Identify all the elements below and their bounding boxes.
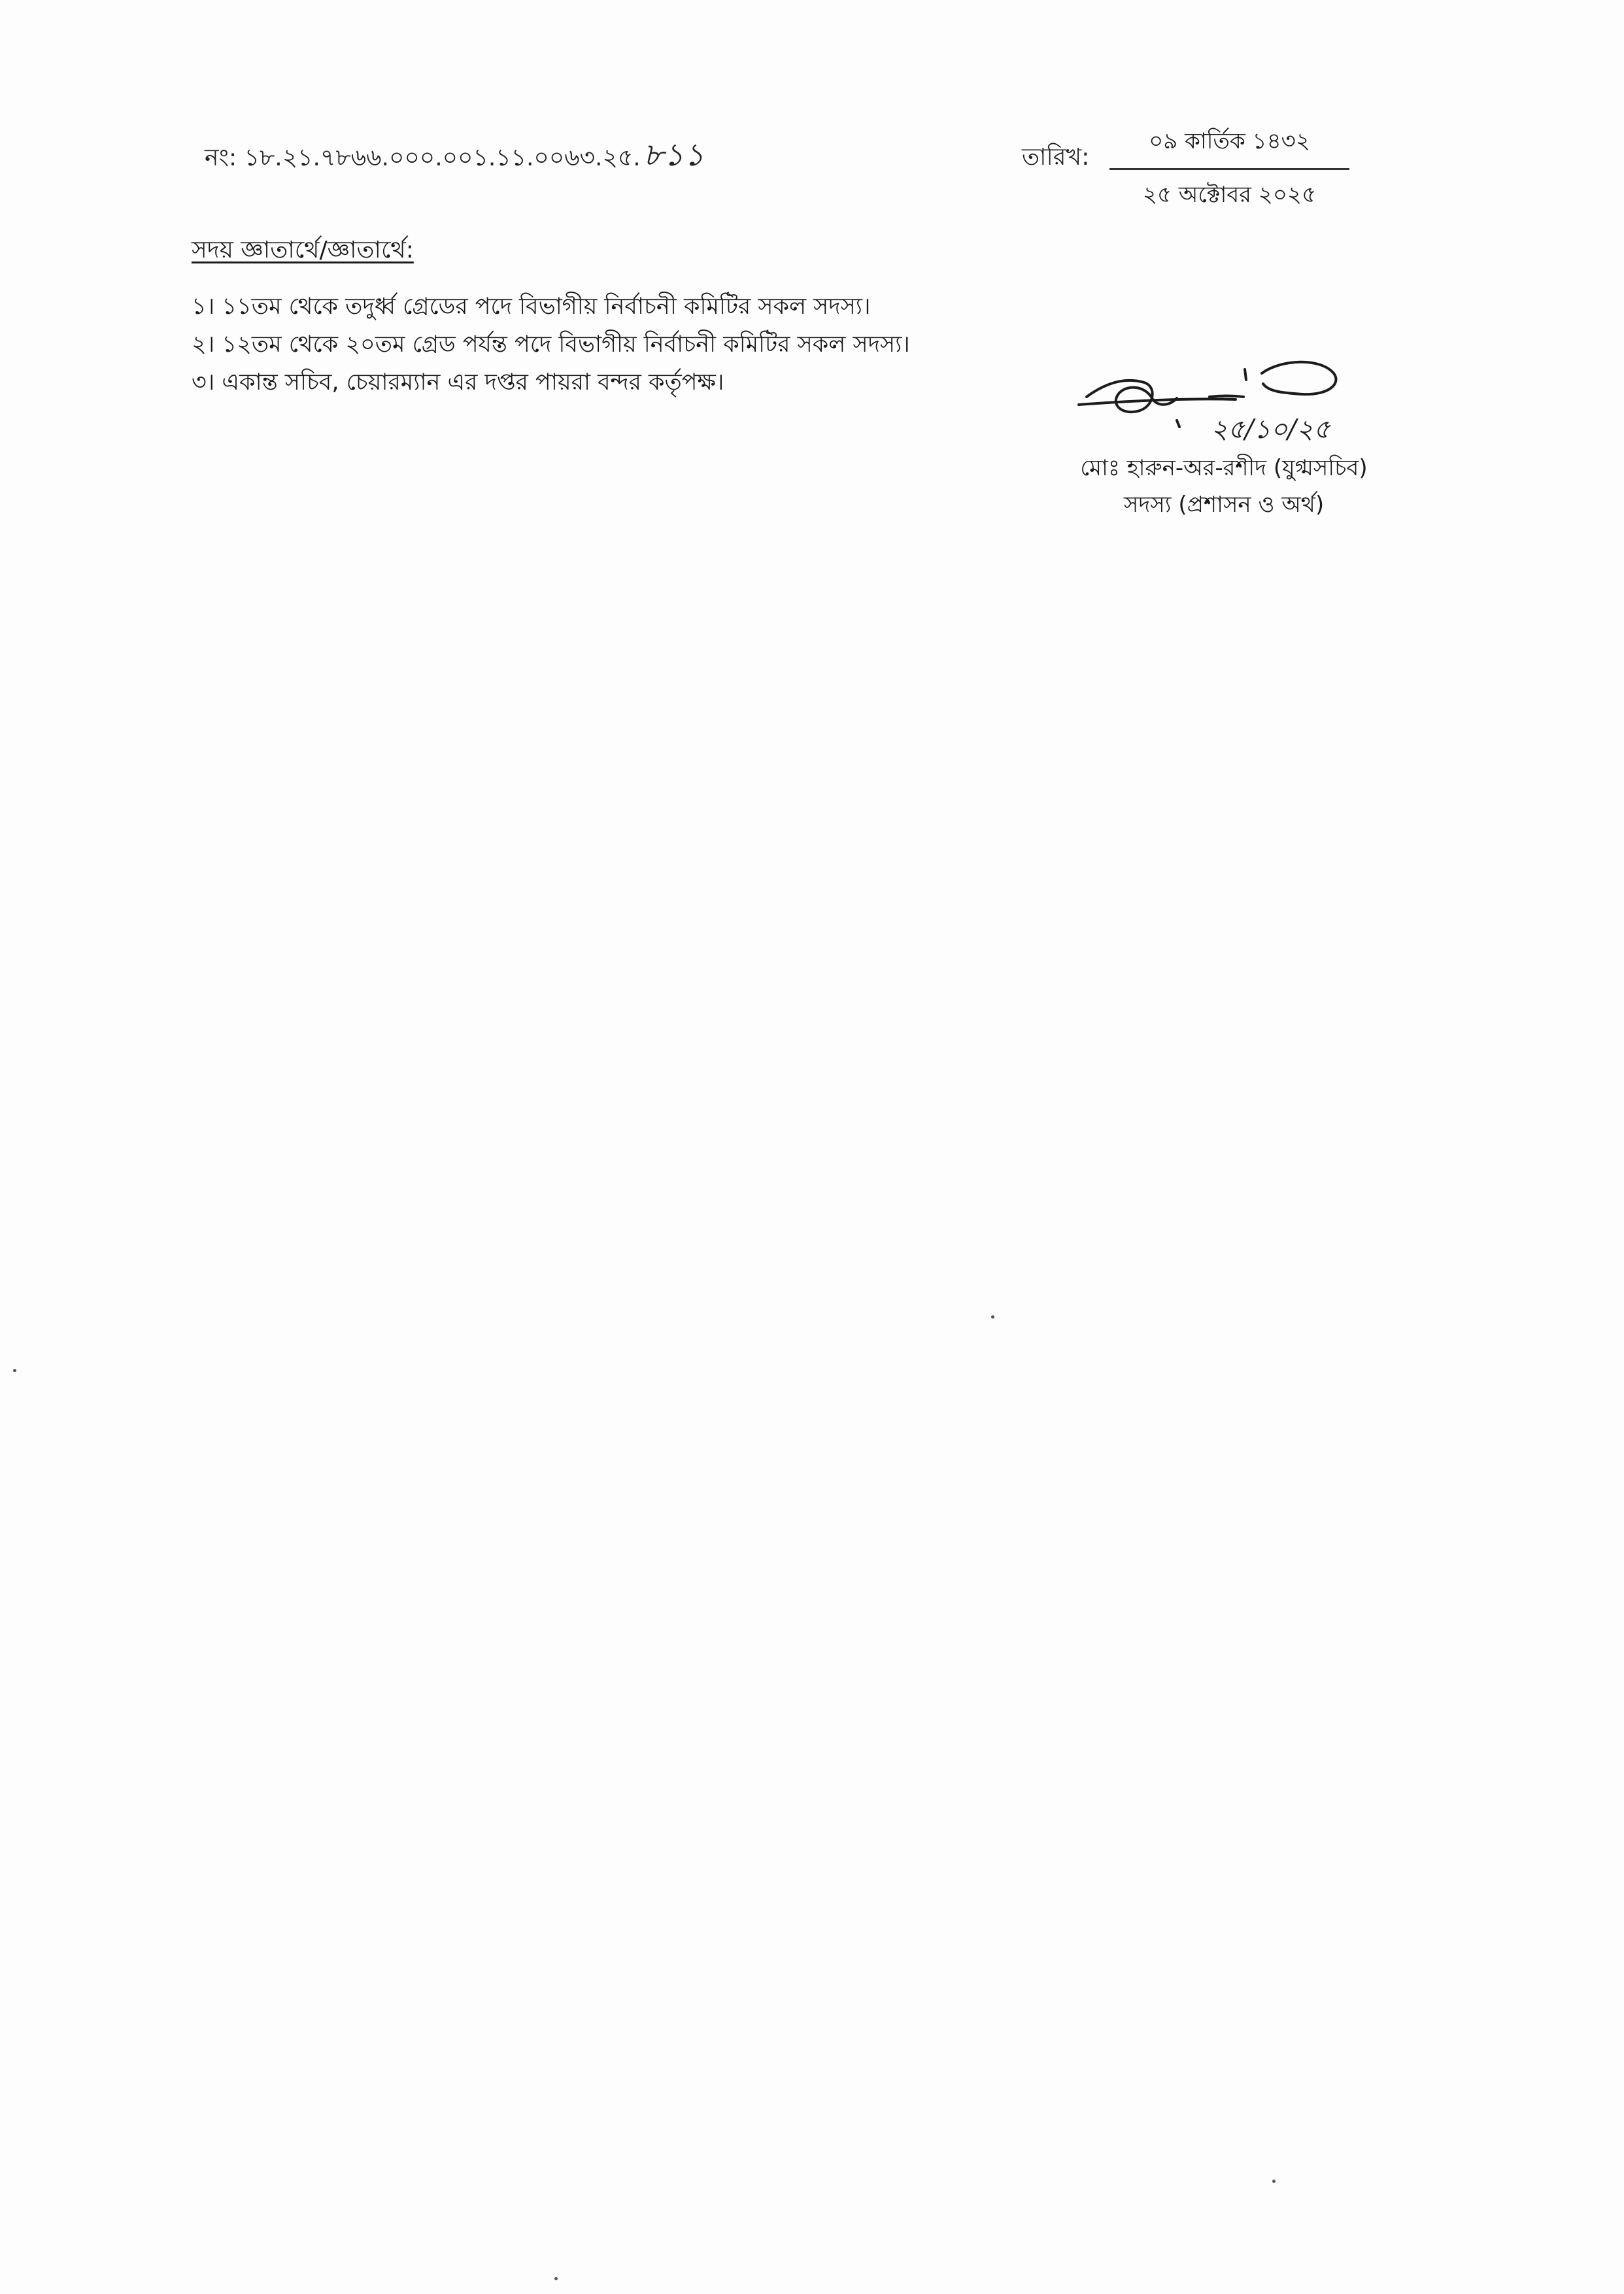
- scan-speck: [554, 2277, 558, 2280]
- recipient-item: ১। ১১তম থেকে তদুর্ধ্ব গ্রেডের পদে বিভাগীয় নির্বাচনী কমিটির সকল সদস্য।: [192, 294, 871, 320]
- date-label: তারিখ:: [1022, 144, 1090, 171]
- memo-number: [205, 131, 704, 183]
- signature-date: ২৫/১০/২৫: [1211, 414, 1330, 445]
- recipient-item: ৩। একান্ত সচিব, চেয়ারম্যান এর দপ্তর পায়রা বন্দর কর্তৃপক্ষ।: [192, 369, 724, 396]
- date-bangla: ০৯ কার্তিক ১৪৩২: [1109, 124, 1349, 170]
- recipients-heading: সদয় জ্ঞাতার্থে/জ্ঞাতার্থে:: [192, 237, 414, 263]
- signer-title: সদস্য (প্রশাসন ও অর্থ): [1123, 492, 1325, 518]
- recipient-item: ২। ১২তম থেকে ২০তম গ্রেড পর্যন্ত পদে বিভাগীয় নির্বাচনী কমিটির সকল সদস্য।: [192, 331, 910, 358]
- date-block: [1109, 124, 1349, 215]
- recipients-list: [192, 288, 910, 401]
- signer-name: মোঃ হারুন-অর-রশীদ (যুগ্মসচিব): [1080, 455, 1368, 481]
- scan-speck: [1272, 2180, 1276, 2183]
- memo-number-handwritten: ৮১১: [643, 137, 705, 173]
- date-gregorian: ২৫ অক্টোবর ২০২৫: [1142, 182, 1317, 208]
- memo-number-value: ১৮.২১.৭৮৬৬.০০০.০০১.১১.০০৬৩.২৫.: [244, 144, 641, 171]
- scan-speck: [13, 1369, 16, 1372]
- memo-number-label: নং:: [205, 144, 237, 171]
- scan-speck: [991, 1315, 994, 1319]
- handwritten-signature: [1072, 343, 1360, 454]
